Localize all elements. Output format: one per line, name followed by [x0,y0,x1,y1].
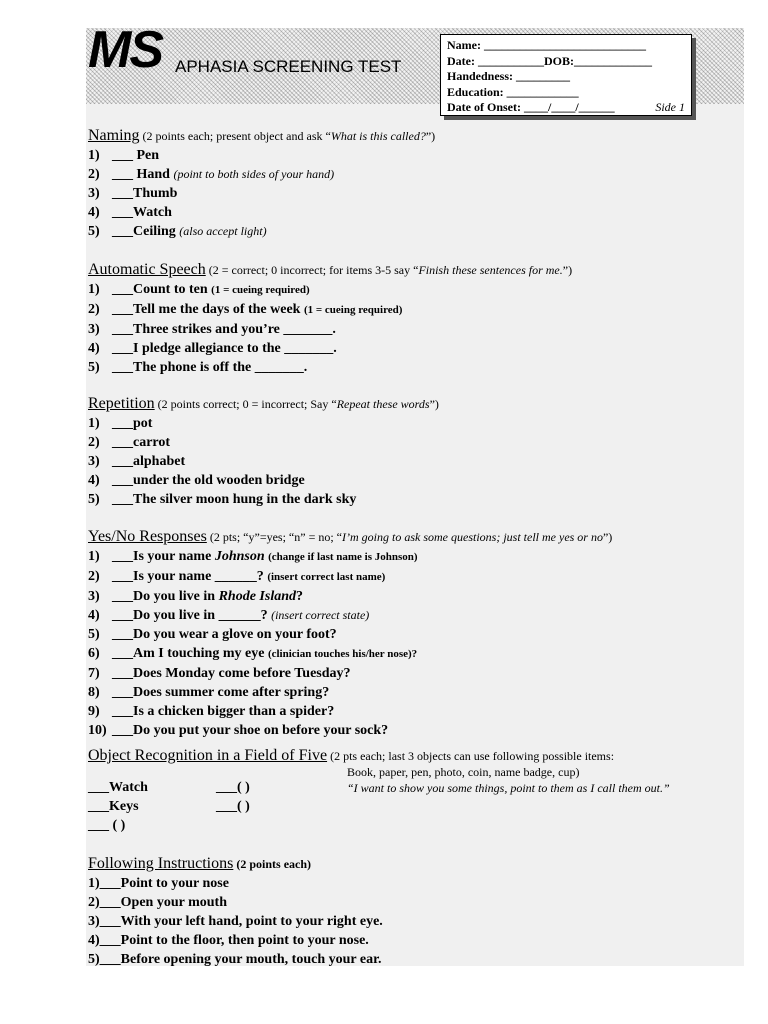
section-title: Yes/No Responses [88,528,207,545]
onset-label: Date of Onset: ____/____/______ [447,100,615,114]
following-instructions-section [88,854,383,969]
section-instruction: (2 points each; present object and ask “ [139,129,331,143]
following-item[interactable] [88,912,383,931]
item-text: ___Watch [112,205,172,220]
item-text: ___alphabet [112,454,186,469]
yesno-item[interactable] [88,587,612,606]
item-number: 5) [88,492,100,507]
item-text: ___I pledge allegiance to the _______. [112,341,337,356]
item-number: 5) [88,627,100,642]
item-text: ___Three strikes and you’re _______. [112,322,336,337]
yesno-item[interactable] [88,567,612,587]
object-cell-blank-2[interactable]: ___( ) [216,799,250,814]
automatic-item[interactable] [88,358,572,377]
yesno-item[interactable] [88,644,612,664]
automatic-item[interactable] [88,339,572,358]
item-number: 2) [88,302,100,317]
section-question: Repeat these words [336,397,430,411]
section-title: Automatic Speech [88,261,206,278]
yesno-item[interactable] [88,683,612,702]
yesno-item[interactable] [88,664,612,683]
item-number: 5) [88,224,100,239]
item-number: 8) [88,685,100,700]
yesno-item[interactable] [88,625,612,644]
item-text: ___Does Monday come before Tuesday? [112,666,351,681]
automatic-item[interactable] [88,280,572,300]
object-instruction-quote: “I want to show you some things, point to them as I call them out.” [347,781,670,795]
item-text: ___The silver moon hung in the dark sky [112,492,357,507]
yes-no-section [88,527,612,740]
item-emphasis: Rhode Island [218,589,296,604]
yesno-item[interactable] [88,702,612,721]
item-note: (insert correct state) [271,608,370,622]
object-cell-blank-1[interactable]: ___( ) [216,780,250,795]
section-instruction-end: ”) [562,263,573,277]
following-item[interactable] [88,950,383,969]
item-text: ___Count to ten [112,282,208,297]
object-grid [88,780,688,840]
repetition-item[interactable] [88,471,439,490]
object-cell-watch[interactable]: ___Watch [88,780,148,795]
side-label: Side 1 [655,100,685,114]
item-text: ___Is your name ______? [112,569,264,584]
onset-field[interactable] [447,100,685,116]
item-emphasis: Johnson [214,549,265,564]
section-question: Finish these sentences for me. [418,263,563,277]
section-instruction-end: ”) [429,397,439,411]
item-number: 2) [88,895,100,910]
item-text: ___Tell me the days of the week [112,302,301,317]
object-cell-keys[interactable]: ___Keys [88,799,139,814]
automatic-item[interactable] [88,300,572,320]
item-number: 5) [88,952,100,967]
section-instruction: (2 pts; “y”=yes; “n” = no; “ [206,530,343,544]
naming-item[interactable] [88,222,435,241]
item-text: ___Point to your nose [99,876,229,891]
item-text: ___Open your mouth [99,895,227,910]
item-note: (1 = cueing required) [211,284,310,296]
item-number: 1) [88,416,100,431]
item-number: 4) [88,341,100,356]
following-item[interactable] [88,893,383,912]
item-text: ___Am I touching my eye [112,646,265,661]
automatic-header [88,260,572,280]
item-number: 2) [88,435,100,450]
section-title: Following Instructions [88,855,234,872]
section-instruction-end: ”) [602,530,613,544]
object-recognition-section [88,746,614,766]
section-title: Naming [88,127,140,144]
repetition-section [88,394,439,509]
item-text: ___With your left hand, point to your right eye. [99,914,383,929]
object-cell-blank-3[interactable]: ___ ( ) [88,818,126,833]
handedness-field[interactable]: Handedness: _________ [447,69,571,83]
item-text: ___ Pen [112,148,160,163]
item-text: ___Is your name [112,549,215,564]
education-field[interactable]: Education: ____________ [447,84,579,99]
section-title: Repetition [88,395,155,412]
naming-header [88,126,435,146]
item-text: ___Do you live in ______? [112,608,268,623]
naming-item[interactable] [88,165,435,184]
yesno-item[interactable] [88,606,612,625]
item-number: 6) [88,646,100,661]
item-number: 4) [88,205,100,220]
item-text: ___Thumb [112,186,178,201]
item-number: 4) [88,473,100,488]
section-instruction: (2 pts each; last 3 objects can use following possible items: [327,749,615,763]
naming-item[interactable] [88,203,435,222]
item-number: 7) [88,666,100,681]
item-note: (clinician touches his/her nose)? [267,648,418,660]
section-instruction-end: ”) [425,129,436,143]
item-note: (point to both sides of your hand) [173,167,335,181]
section-instruction: (2 points each) [233,857,312,871]
naming-item[interactable] [88,184,435,203]
following-header [88,854,383,874]
test-title: APHASIA SCREENING TEST [175,57,402,76]
naming-section [88,126,435,241]
item-number: 2) [88,569,100,584]
automatic-speech-section [88,260,572,377]
following-item[interactable] [88,931,383,950]
repetition-item[interactable] [88,414,439,433]
item-text: ___pot [112,416,153,431]
objects-header [88,746,614,766]
item-text: ___Before opening your mouth, touch your ear. [99,952,382,967]
yesno-header [88,527,612,547]
section-instruction: (2 points correct; 0 = incorrect; Say “ [154,397,337,411]
item-text: ___Do you put your shoe on before your sock? [112,723,389,738]
name-field[interactable]: Name: ___________________________ [447,38,646,52]
item-number: 3) [88,322,100,337]
item-text: ___Do you wear a glove on your foot? [112,627,337,642]
item-number: 5) [88,360,100,375]
item-text: ___The phone is off the _______. [112,360,308,375]
section-question: What is this called? [330,129,426,143]
item-text: ___Is a chicken bigger than a spider? [112,704,335,719]
yesno-item[interactable] [88,547,612,567]
date-dob-field[interactable]: Date: ___________DOB:_____________ [447,53,652,68]
item-text: ___Does summer come after spring? [112,685,330,700]
item-number: 3) [88,914,100,929]
patient-info-box [440,34,692,116]
item-text: ___Ceiling [112,224,176,239]
repetition-item[interactable] [88,452,439,471]
item-number: 1) [88,876,100,891]
section-title: Object Recognition in a Field of Five [88,747,328,764]
item-number: 3) [88,589,100,604]
repetition-item[interactable] [88,490,439,509]
item-number: 10) [88,723,107,738]
item-note: (change if last name is Johnson) [268,551,418,563]
item-number: 1) [88,549,100,564]
naming-item[interactable] [88,146,435,165]
item-note: (also accept light) [179,224,267,238]
item-text: ___ Hand [112,167,170,182]
yesno-item[interactable] [88,721,612,740]
item-number: 3) [88,454,100,469]
item-text-end: ? [296,589,303,604]
item-number: 4) [88,933,100,948]
item-number: 2) [88,167,100,182]
item-number: 4) [88,608,100,623]
item-text: ___Do you live in [112,589,219,604]
object-options-list: Book, paper, pen, photo, coin, name badge, cup) [347,765,580,779]
repetition-item[interactable] [88,433,439,452]
item-note: (insert correct last name) [267,571,386,583]
item-note: (1 = cueing required) [303,304,403,316]
item-text: ___carrot [112,435,171,450]
following-item[interactable] [88,874,383,893]
item-text: ___under the old wooden bridge [112,473,305,488]
logo: MS [88,21,162,79]
item-text: ___Point to the floor, then point to your nose. [99,933,369,948]
automatic-item[interactable] [88,320,572,339]
section-question: I’m going to ask some questions; just tell me yes or no [342,530,603,544]
item-number: 3) [88,186,100,201]
item-number: 1) [88,148,100,163]
item-number: 1) [88,282,100,297]
section-instruction: (2 = correct; 0 incorrect; for items 3-5 say “ [205,263,419,277]
item-number: 9) [88,704,100,719]
repetition-header [88,394,439,414]
